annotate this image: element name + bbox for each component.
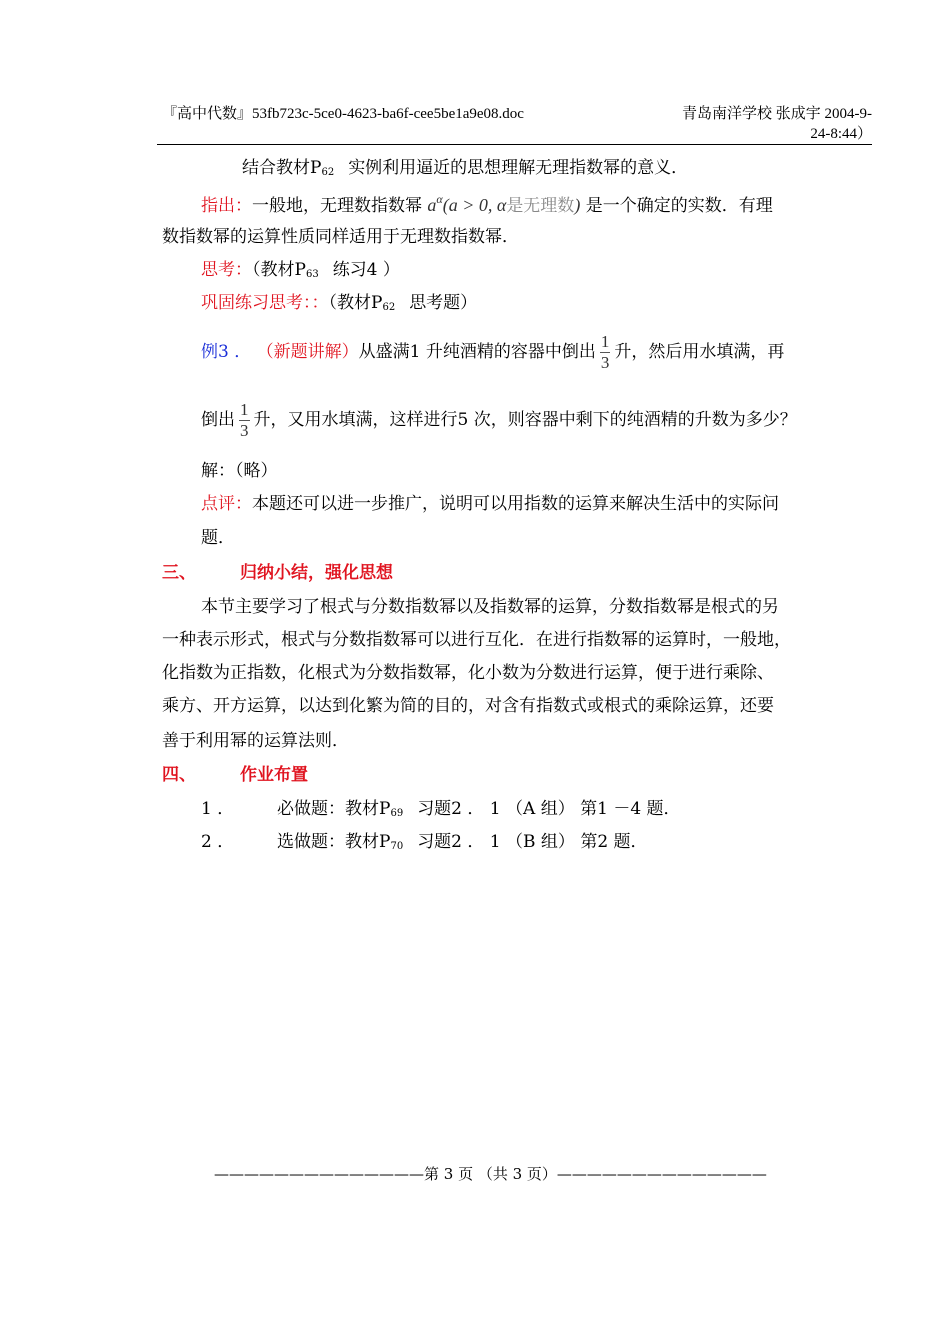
- intro-post: 实例利用逼近的思想理解无理指数幂的意义．: [348, 158, 689, 178]
- summary-line-1: 本节主要学习了根式与分数指数幂以及指数幂的运算，分数指数幂是根式的另: [201, 597, 779, 617]
- example-line2: 倒出 $\frac{1}{3}$ 升，又用水填满，这样进行5 次，则容器中剩下的纯酒精的升数为多少？: [201, 400, 797, 440]
- page-footer: ——————————————第 3 页 （共 3 页）——————————————: [214, 1165, 767, 1183]
- point-label: 指出：: [201, 196, 252, 216]
- example-line: 例3 ． （新题讲解）从盛满1 升纯酒精的容器中倒出 $\frac{1}{3}$ 升，然后用水填满，再: [201, 332, 785, 372]
- summary-line-3: 化指数为正指数，化根式为分数指数幂，化小数为分数进行运算，便于进行乘除、: [162, 663, 774, 683]
- point-text-a: 一般地，无理数指数幂: [252, 196, 422, 216]
- intro-line: [242, 156, 688, 185]
- summary-line-5: 善于利用幂的运算法则．: [162, 731, 349, 751]
- comment-line: 点评：本题还可以进一步推广，说明可以用指数的运算来解决生活中的实际问: [201, 494, 779, 514]
- irrational-power-formula: $a^\alpha(a > 0$, α是无理数): [427, 192, 581, 216]
- comment-line2: 题．: [201, 528, 235, 548]
- point-line2: 数指数幂的运算性质同样适用于无理数指数幂．: [162, 227, 519, 247]
- comment-label: 点评：: [201, 494, 252, 514]
- solution-line: 解：（略）: [201, 461, 278, 481]
- summary-line-4: 乘方、开方运算，以达到化繁为简的目的，对含有指数式或根式的乘除运算，还要: [162, 696, 774, 716]
- section-four-heading: 四、 作业布置: [162, 765, 308, 785]
- intro-pre: 结合教材P: [242, 158, 322, 178]
- homework-item-1: 1 ． 必做题：教材$P_{69}$ 习题2 ． 1 （A 组） 第1 －4 题．: [201, 799, 681, 819]
- fraction-one-third: $\frac{1}{3}$: [600, 332, 610, 372]
- header-right-line1: 青岛南洋学校 张成宇 2004-9-: [682, 106, 872, 122]
- example-tag: （新题讲解）: [256, 342, 359, 362]
- header-author-date: [652, 104, 872, 144]
- think-line: 思考：（教材$P_{63}$ 练习4 ）: [201, 260, 400, 280]
- summary-line-2: 一种表示形式，根式与分数指数幂可以进行互化．在进行指数幂的运算时，一般地，: [162, 630, 791, 650]
- page-header: [162, 104, 872, 144]
- header-rule: [157, 144, 872, 145]
- section-three-heading: 三、 归纳小结，强化思想: [162, 563, 393, 583]
- header-doc-title: 『高中代数』53fb723c-5ce0-4623-ba6f-cee5be1a9e08.doc: [162, 106, 524, 122]
- intro-sub: 62: [321, 167, 335, 178]
- think-label: 思考：: [201, 260, 252, 280]
- consolidate-line: 巩固练习思考：：（教材$P_{62}$ 思考题）: [201, 293, 478, 313]
- fraction-one-third-2: $\frac{1}{3}$: [240, 400, 249, 440]
- header-right-line2: 24-8:44）: [810, 126, 872, 142]
- point-line: [201, 187, 773, 218]
- point-text-b: 是一个确定的实数．有理: [585, 196, 773, 216]
- consolidate-label: 巩固练习思考：：: [201, 293, 329, 313]
- homework-item-2: 2 ． 选做题：教材$P_{70}$ 习题2 ． 1 （B 组） 第2 题．: [201, 832, 648, 852]
- example-label: 例3 ．: [201, 342, 252, 362]
